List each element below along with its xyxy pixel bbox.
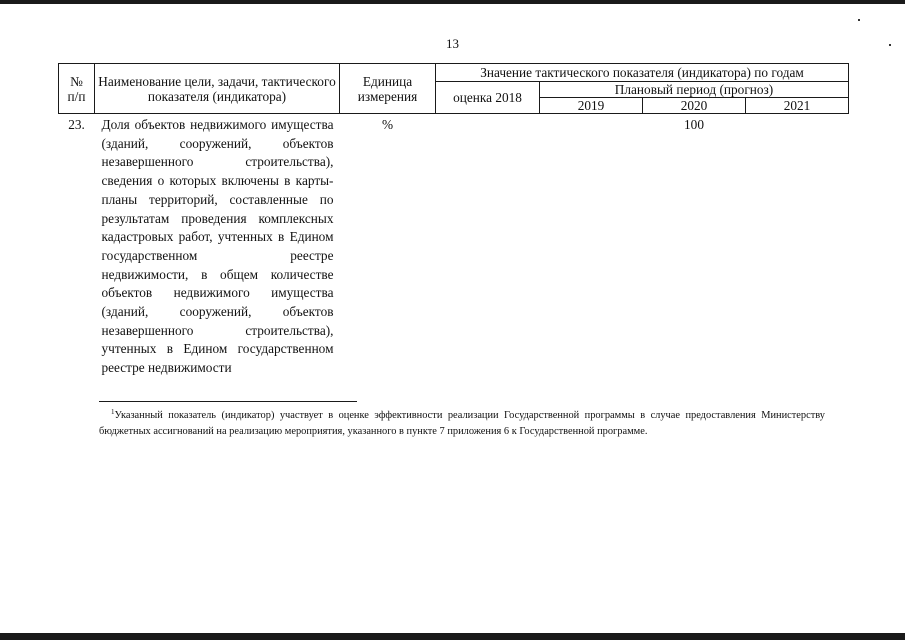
row-value-2020: 100	[684, 117, 704, 132]
row-indicator-name: Доля объектов недвижимого имущества (зданий, сооружений, объектов незавершенного строительства), сведения о которых включены в карты-планы территорий, составленные по результатам проведения комплексных кадастровых работ, учтенных в Едином государственном реестре недвижимости, в общем количестве объектов недвижимого имущества (зданий, сооружений, объектов незавершенного строительства), учтенных в Едином государственном реестре недвижимости	[101, 117, 334, 376]
indicator-table	[58, 63, 849, 379]
top-border-bar	[0, 0, 905, 4]
header-estimate: оценка 2018	[436, 82, 540, 114]
header-plan-period: Плановый период (прогноз)	[540, 82, 849, 98]
header-values-group: Значение тактического показателя (индикатора) по годам	[436, 64, 849, 82]
row-number: 23.	[68, 117, 85, 132]
table-row	[59, 114, 849, 379]
header-name: Наименование цели, задачи, тактического показателя (индикатора)	[95, 64, 340, 114]
bottom-border-bar	[0, 633, 905, 640]
footnote-marker: 1	[111, 408, 115, 416]
row-estimate-2018	[436, 114, 540, 379]
footnote-rule	[99, 401, 357, 402]
row-value-2021	[746, 114, 849, 379]
footnote-text: Указанный показатель (индикатор) участвует в оценке эффективности реализации Государственной программы в случае предоставления Министерству бюджетных ассигнований на реализацию мероприятия, указанного в пункте 7 приложения 6 к Государственной программе.	[99, 410, 825, 437]
header-year-2021: 2021	[746, 98, 849, 114]
header-num: № п/п	[59, 64, 95, 114]
header-year-2019: 2019	[540, 98, 643, 114]
row-value-2019	[540, 114, 643, 379]
header-year-2020: 2020	[643, 98, 746, 114]
header-unit: Единица измерения	[340, 64, 436, 114]
footnote	[99, 405, 825, 439]
scan-speck	[858, 19, 860, 21]
row-unit: %	[381, 117, 394, 132]
page-number: 13	[446, 36, 459, 51]
